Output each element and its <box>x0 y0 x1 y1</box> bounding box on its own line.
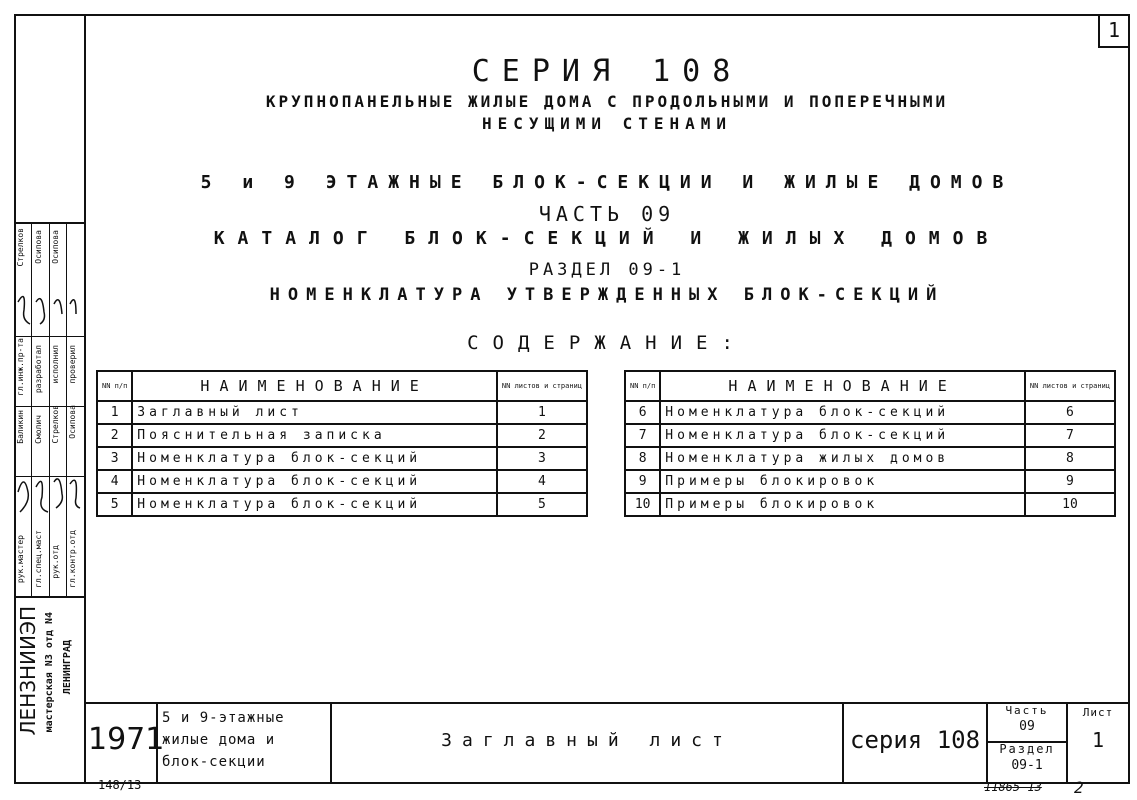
toc-header-row <box>625 371 1115 401</box>
contents-title: СОДЕРЖАНИЕ: <box>467 332 747 354</box>
table-row: 7 Номенклатура блок-секций 7 <box>625 424 1115 447</box>
col-name-header: НАИМЕНОВАНИЕ <box>132 371 497 401</box>
tb-sheet-title: Заглавный лист <box>441 730 733 751</box>
signatures <box>14 222 84 598</box>
table-row: 9 Примеры блокировок 9 <box>625 470 1115 493</box>
tb-desc-1: 5 и 9-этажные <box>162 710 285 726</box>
table-row: 1 Заглавный лист 1 <box>97 401 587 424</box>
col-name-header: НАИМЕНОВАНИЕ <box>660 371 1025 401</box>
stamp-role-2: гл.спец.маст <box>34 530 43 588</box>
stamp-role-7: исполнил <box>51 345 60 384</box>
tb-year: 1971 <box>88 722 165 757</box>
header-section: РАЗДЕЛ 09-1 <box>528 260 686 280</box>
tb-part-value: 09 <box>1019 719 1035 734</box>
col-sheet-header: NN листов и страниц <box>497 371 587 401</box>
stamp-name-5: Стрелков <box>16 228 25 267</box>
table-row: 4 Номенклатура блок-секций 4 <box>97 470 587 493</box>
table-row: 3 Номенклатура блок-секций 3 <box>97 447 587 470</box>
col-num-header: NN п/п <box>97 371 132 401</box>
stamp-name-3: Стрелков <box>51 405 60 444</box>
toc-header-row <box>97 371 587 401</box>
header-line4: КАТАЛОГ БЛОК-СЕКЦИЙ И ЖИЛЫХ ДОМОВ <box>213 228 1001 249</box>
col-num-header: NN п/п <box>625 371 660 401</box>
table-row: 8 Номенклатура жилых домов 8 <box>625 447 1115 470</box>
sheet-number: 1 <box>1107 18 1121 42</box>
tb-desc-2: жилые дома и <box>162 732 276 748</box>
series-title: СЕРИЯ 108 <box>471 54 743 89</box>
toc-table-right <box>624 370 1116 517</box>
stamp-role-1: рук.мастер <box>16 535 25 584</box>
header-line1: КРУПНОПАНЕЛЬНЫЕ ЖИЛЫЕ ДОМА С ПРОДОЛЬНЫМИ И ПОПЕРЕЧНЫМИ <box>265 92 949 111</box>
stamp-name-7: Осипова <box>51 230 60 264</box>
table-row: 6 Номенклатура блок-секций 6 <box>625 401 1115 424</box>
stamp-name-2: Смолич <box>34 415 43 444</box>
table-row: 10 Примеры блокировок 10 <box>625 493 1115 516</box>
header-part: ЧАСТЬ 09 <box>538 202 676 226</box>
header-line5: НОМЕНКЛАТУРА УТВЕРЖДЕННЫХ БЛОК-СЕКЦИЙ <box>269 285 945 305</box>
stamp-name-4: Осипова <box>68 405 77 439</box>
tb-part-label: Часть <box>1005 704 1049 717</box>
table-row: 5 Номенклатура блок-секций 5 <box>97 493 587 516</box>
stamp-role-6: разработал <box>34 345 43 394</box>
col-sheet-header: NN листов и страниц <box>1025 371 1115 401</box>
header-line3: 5 и 9 ЭТАЖНЫЕ БЛОК-СЕКЦИИ И ЖИЛЫЕ ДОМОВ <box>200 172 1014 193</box>
stamp-role-8: проверил <box>68 345 77 384</box>
org-workshop: мастерская N3 отд N4 <box>44 612 55 733</box>
tb-sheet-label: Лист <box>1082 706 1114 719</box>
tb-series: серия 108 <box>850 726 981 754</box>
footer-left-code: 148/13 <box>98 778 142 792</box>
org-city: ЛЕНИНГРАД <box>62 640 73 695</box>
stamp-role-4: гл.контр.отд <box>68 530 77 588</box>
tb-section-label: Раздел <box>999 742 1055 756</box>
stamp-name-1: Баликин <box>16 410 25 444</box>
toc-table-left <box>96 370 588 517</box>
footer-right-code: 11865-13 <box>984 780 1042 794</box>
stamp-name-6: Осипова <box>34 230 43 264</box>
tb-desc-3: блок-секции <box>162 754 266 770</box>
footer-page: 2 <box>1074 778 1084 797</box>
org-name: ЛЕНЗНИИЭП <box>16 606 40 736</box>
tb-sheet-value: 1 <box>1091 728 1105 752</box>
table-row: 2 Пояснительная записка 2 <box>97 424 587 447</box>
header-line2: НЕСУЩИМИ СТЕНАМИ <box>481 114 733 133</box>
stamp-role-5: гл.инж.пр-та <box>16 338 25 396</box>
tb-section-value: 09-1 <box>1011 758 1043 773</box>
stamp-role-3: рук.отд <box>51 545 60 579</box>
